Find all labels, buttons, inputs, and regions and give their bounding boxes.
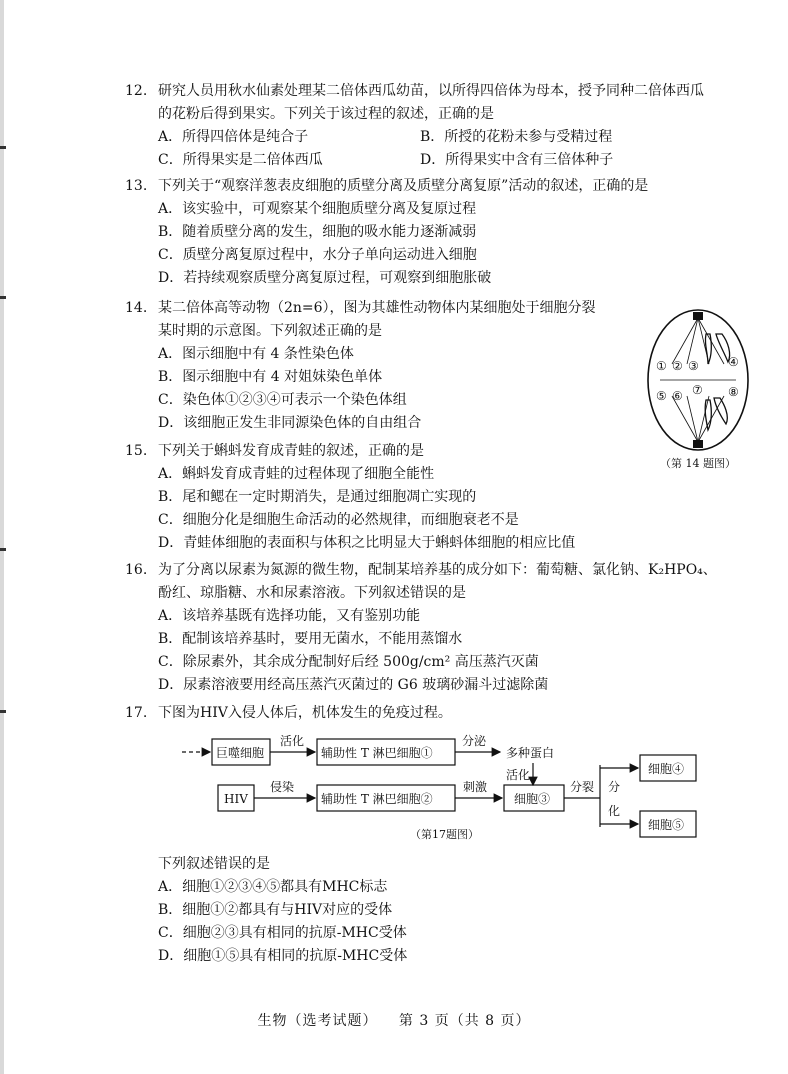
question-17-options xyxy=(125,853,755,968)
chromosome-label-7: ⑦ xyxy=(692,383,703,397)
option-row xyxy=(158,149,755,172)
question-15-options xyxy=(125,463,755,555)
option-b[interactable]: B．随着质壁分离的发生，细胞的吸水能力逐渐减弱 xyxy=(158,224,477,240)
figure-caption: （第17题图） xyxy=(410,828,479,841)
divide-label: 分裂 xyxy=(570,780,595,794)
chromosome-label-6: ⑥ xyxy=(672,389,683,403)
question-stem: 下列关于“观察洋葱表皮细胞的质壁分离及质壁分离复原”活动的叙述，正确的是 xyxy=(158,178,649,194)
option-b[interactable]: B．尾和鳃在一定时期消失，是通过细胞凋亡实现的 xyxy=(158,489,477,505)
question-stem: 下图为HIV入侵人体后，机体发生的免疫过程。 xyxy=(158,705,452,721)
question-stem: 研究人员用秋水仙素处理某二倍体西瓜幼苗，以所得四倍体为母本，授予同种二倍体西瓜 xyxy=(158,83,704,99)
option-a[interactable]: A．所得四倍体是纯合子 xyxy=(158,129,309,145)
option-b[interactable]: B．配制该培养基时，要用无菌水，不能用蒸馏水 xyxy=(158,631,463,647)
option-b[interactable]: B．所授的花粉未参与受精过程 xyxy=(420,129,613,145)
helper-t-cell-2-label: 辅助性 T 淋巴细胞② xyxy=(321,792,433,806)
option-d[interactable]: D．所得果实中含有三倍体种子 xyxy=(420,152,614,168)
cell-division-figure xyxy=(642,304,754,468)
option-c[interactable]: C．细胞分化是细胞生命活动的必然规律，而细胞衰老不是 xyxy=(158,512,519,528)
question-number: 13. xyxy=(125,178,148,194)
option-c[interactable]: C．染色体①②③④可表示一个染色体组 xyxy=(158,392,407,408)
activate-label: 活化 xyxy=(280,734,305,748)
question-number: 15. xyxy=(125,443,148,459)
question-17 xyxy=(125,702,755,725)
page-number: 第 3 页（共 8 页） xyxy=(398,1013,531,1029)
chromosome-label-8: ⑧ xyxy=(728,385,739,399)
question-12 xyxy=(125,80,755,172)
option-c[interactable]: C．质壁分离复原过程中，水分子单向运动进入细胞 xyxy=(158,247,477,263)
option-a[interactable]: A．细胞①②③④⑤都具有MHC标志 xyxy=(158,879,388,895)
question-15 xyxy=(125,440,645,463)
figure-caption: （第 14 题图） xyxy=(660,457,736,470)
option-d[interactable]: D．若持续观察质壁分离复原过程，可观察到细胞胀破 xyxy=(158,270,492,286)
chromosome-label-2: ② xyxy=(672,359,683,373)
question-stem: 酚红、琼脂糖、水和尿素溶液。下列叙述错误的是 xyxy=(158,585,466,601)
option-a[interactable]: A．该实验中，可观察某个细胞质壁分离及复原过程 xyxy=(158,201,477,217)
option-d[interactable]: D．尿素溶液要用经高压蒸汽灭菌过的 G6 玻璃砂漏斗过滤除菌 xyxy=(158,677,549,693)
chromosome-label-4: ④ xyxy=(728,355,739,369)
scan-mark xyxy=(0,146,6,149)
exam-subject: 生物（选考试题） xyxy=(257,1013,378,1029)
macrophage-label: 巨噬细胞 xyxy=(216,746,265,760)
option-d[interactable]: D．该细胞正发生非同源染色体的自由组合 xyxy=(158,415,422,431)
option-d[interactable]: D．细胞①⑤具有相同的抗原-MHC受体 xyxy=(158,948,408,964)
cell-4-label: 细胞④ xyxy=(648,762,685,776)
differentiate-label-1: 分 xyxy=(608,780,621,794)
page-footer xyxy=(0,1010,788,1030)
option-a[interactable]: A．蝌蚪发育成青蛙的过程体现了细胞全能性 xyxy=(158,466,435,482)
scan-mark xyxy=(0,296,6,299)
scan-edge xyxy=(0,0,4,1074)
question-stem: 为了分离以尿素为氮源的微生物，配制某培养基的成分如下：葡萄糖、氯化钠、K₂HPO₄、 xyxy=(158,562,717,578)
question-stem: 下列关于蝌蚪发育成青蛙的叙述，正确的是 xyxy=(158,443,424,459)
option-b[interactable]: B．细胞①②都具有与HIV对应的受体 xyxy=(158,902,393,918)
chromosome-label-1: ① xyxy=(656,359,667,373)
question-number: 17. xyxy=(125,705,148,721)
question-stem: 的花粉后得到果实。下列关于该过程的叙述，正确的是 xyxy=(158,106,494,122)
cell-3-label: 细胞③ xyxy=(514,792,551,806)
question-16 xyxy=(125,559,755,697)
option-row xyxy=(158,126,755,149)
differentiate-label-2: 化 xyxy=(608,804,621,818)
option-c[interactable]: C．细胞②③具有相同的抗原-MHC受体 xyxy=(158,925,407,941)
secrete-label: 分泌 xyxy=(462,734,487,748)
question-stem: 某时期的示意图。下列叙述正确的是 xyxy=(158,323,382,339)
cell-5-label: 细胞⑤ xyxy=(648,818,685,832)
scan-mark xyxy=(0,548,6,551)
option-d[interactable]: D．青蛙体细胞的表面积与体积之比明显大于蝌蚪体细胞的相应比值 xyxy=(158,535,576,551)
option-c[interactable]: C．所得果实是二倍体西瓜 xyxy=(158,152,323,168)
scan-mark xyxy=(0,710,6,713)
option-a[interactable]: A．图示细胞中有 4 条性染色体 xyxy=(158,346,354,362)
proteins-label: 多种蛋白 xyxy=(506,746,555,760)
question-14 xyxy=(125,297,645,435)
option-a[interactable]: A．该培养基既有选择功能，又有鉴别功能 xyxy=(158,608,421,624)
hiv-label: HIV xyxy=(224,792,248,806)
activate-label-2: 活化 xyxy=(506,768,531,782)
infect-label: 侵染 xyxy=(270,780,295,794)
question-prompt: 下列叙述错误的是 xyxy=(158,856,270,872)
stimulate-label: 刺激 xyxy=(463,780,488,794)
chromosome-label-3: ③ xyxy=(688,359,699,373)
question-13 xyxy=(125,175,755,290)
option-b[interactable]: B．图示细胞中有 4 对姐妹染色单体 xyxy=(158,369,383,385)
question-number: 14. xyxy=(125,300,148,316)
question-number: 16. xyxy=(125,562,148,578)
option-c[interactable]: C．除尿素外，其余成分配制好后经 500g/cm² 高压蒸汽灭菌 xyxy=(158,654,539,670)
helper-t-cell-1-label: 辅助性 T 淋巴细胞① xyxy=(321,746,433,760)
question-number: 12. xyxy=(125,83,148,99)
chromosome-label-5: ⑤ xyxy=(656,389,667,403)
question-stem: 某二倍体高等动物（2n=6），图为其雄性动物体内某细胞处于细胞分裂 xyxy=(158,300,596,316)
